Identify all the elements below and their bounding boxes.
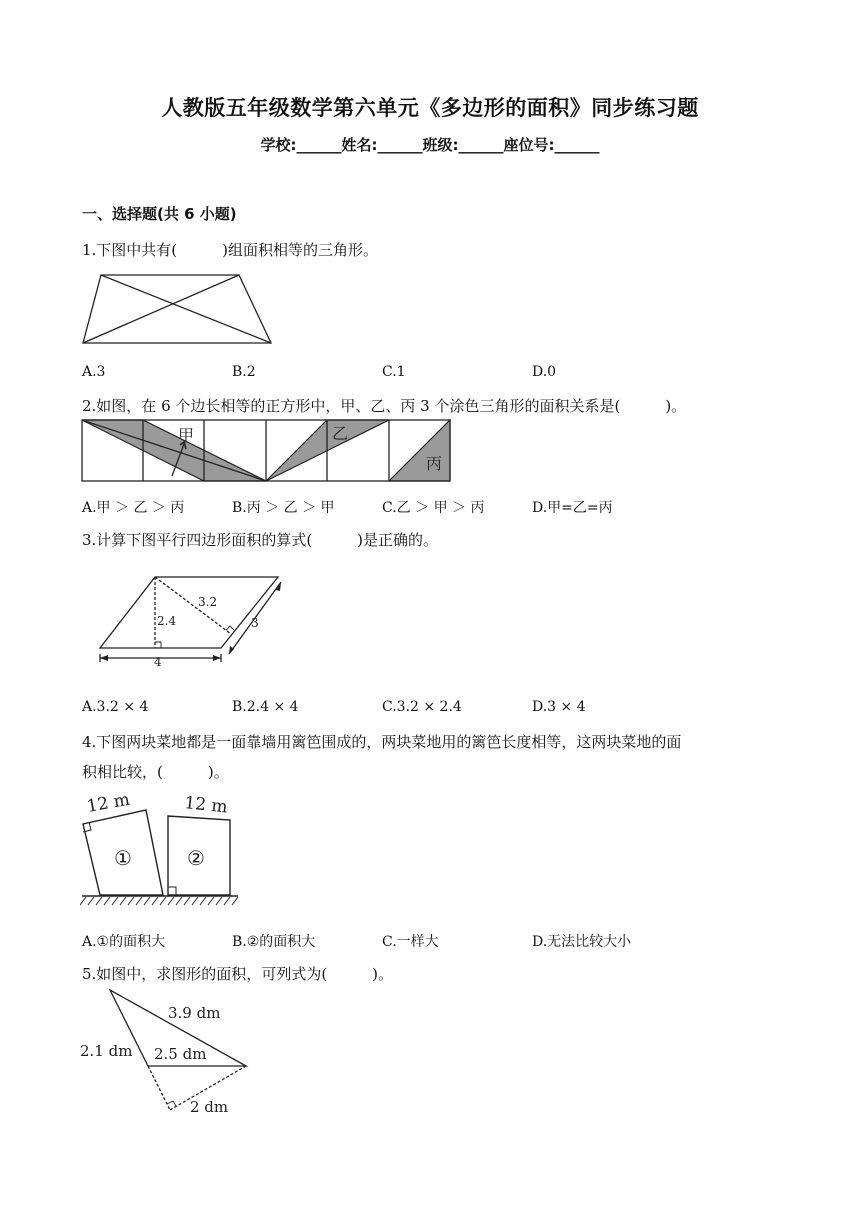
label-slant: 3.2 [198,595,218,609]
option-a[interactable]: A.3 [82,364,106,380]
question-1-text: 1.下图中共有( )组面积相等的三角形。 [82,241,379,259]
option-c[interactable]: C.3.2 × 2.4 [382,699,462,715]
option-c[interactable]: C.乙 ＞ 甲 ＞ 丙 [382,500,485,516]
question-4-figure [80,790,240,912]
option-a[interactable]: A.3.2 × 4 [82,699,149,715]
label-side: 3 [251,616,259,630]
question-2-figure [80,418,454,484]
option-d[interactable]: D.3 × 4 [532,699,586,715]
option-b[interactable]: B.②的面积大 [232,934,316,950]
page-title: 人教版五年级数学第六单元《多边形的面积》同步练习题 [161,96,699,120]
label-yi: 乙 [332,424,349,443]
option-b[interactable]: B.2.4 × 4 [232,699,299,715]
question-5-text: 5.如图中，求图形的面积，可列式为( )。 [82,965,394,983]
question-1-figure [80,272,275,346]
option-a[interactable]: A.甲 ＞ 乙 ＞ 丙 [82,500,185,516]
diagonal-line [101,275,271,343]
label-top-side: 3.9 dm [168,1004,221,1022]
label-base: 2.5 dm [154,1045,207,1063]
option-b[interactable]: B.丙 ＞ 乙 ＞ 甲 [232,500,335,516]
option-d[interactable]: D.无法比较大小 [532,934,632,950]
student-info-line: 学校:______姓名:______班级:______座位号:______ [260,136,600,154]
question-5-figure [80,984,265,1124]
question-3-text: 3.计算下图平行四边形面积的算式( )是正确的。 [82,531,439,549]
diagonal-line [83,275,239,343]
label-jia: 甲 [178,426,195,445]
label-bing: 丙 [426,454,443,473]
label-left-side: 2.1 dm [80,1042,133,1060]
option-d[interactable]: D.0 [532,364,557,380]
trapezoid-outline [83,275,271,343]
label-garden-2-side: 12 m [183,793,229,818]
option-d[interactable]: D.甲=乙=丙 [532,500,613,516]
option-c[interactable]: C.一样大 [382,934,439,950]
option-c[interactable]: C.1 [382,364,406,380]
parallelogram-outline [100,577,278,648]
question-3-figure [94,570,294,672]
extension-line [148,1066,170,1110]
option-a[interactable]: A.①的面积大 [82,934,166,950]
label-height: 2.4 [157,614,177,628]
label-garden-1-side: 12 m [85,790,132,817]
label-garden-1: ① [114,846,132,870]
label-garden-2: ② [187,846,205,870]
label-height: 2 dm [190,1098,229,1116]
option-b[interactable]: B.2 [232,364,256,380]
question-4-text-line1: 4.下图两块菜地都是一面靠墙用篱笆围成的，两块菜地用的篱笆长度相等，这两块菜地的面 [82,733,682,751]
section-heading: 一、选择题(共 6 小题) [82,205,237,223]
label-base: 4 [154,655,162,669]
question-4-text-line2: 积相比较，( )。 [82,763,229,781]
question-2-text: 2.如图，在 6 个边长相等的正方形中，甲、乙、丙 3 个涂色三角形的面积关系是( )。 [82,397,687,415]
